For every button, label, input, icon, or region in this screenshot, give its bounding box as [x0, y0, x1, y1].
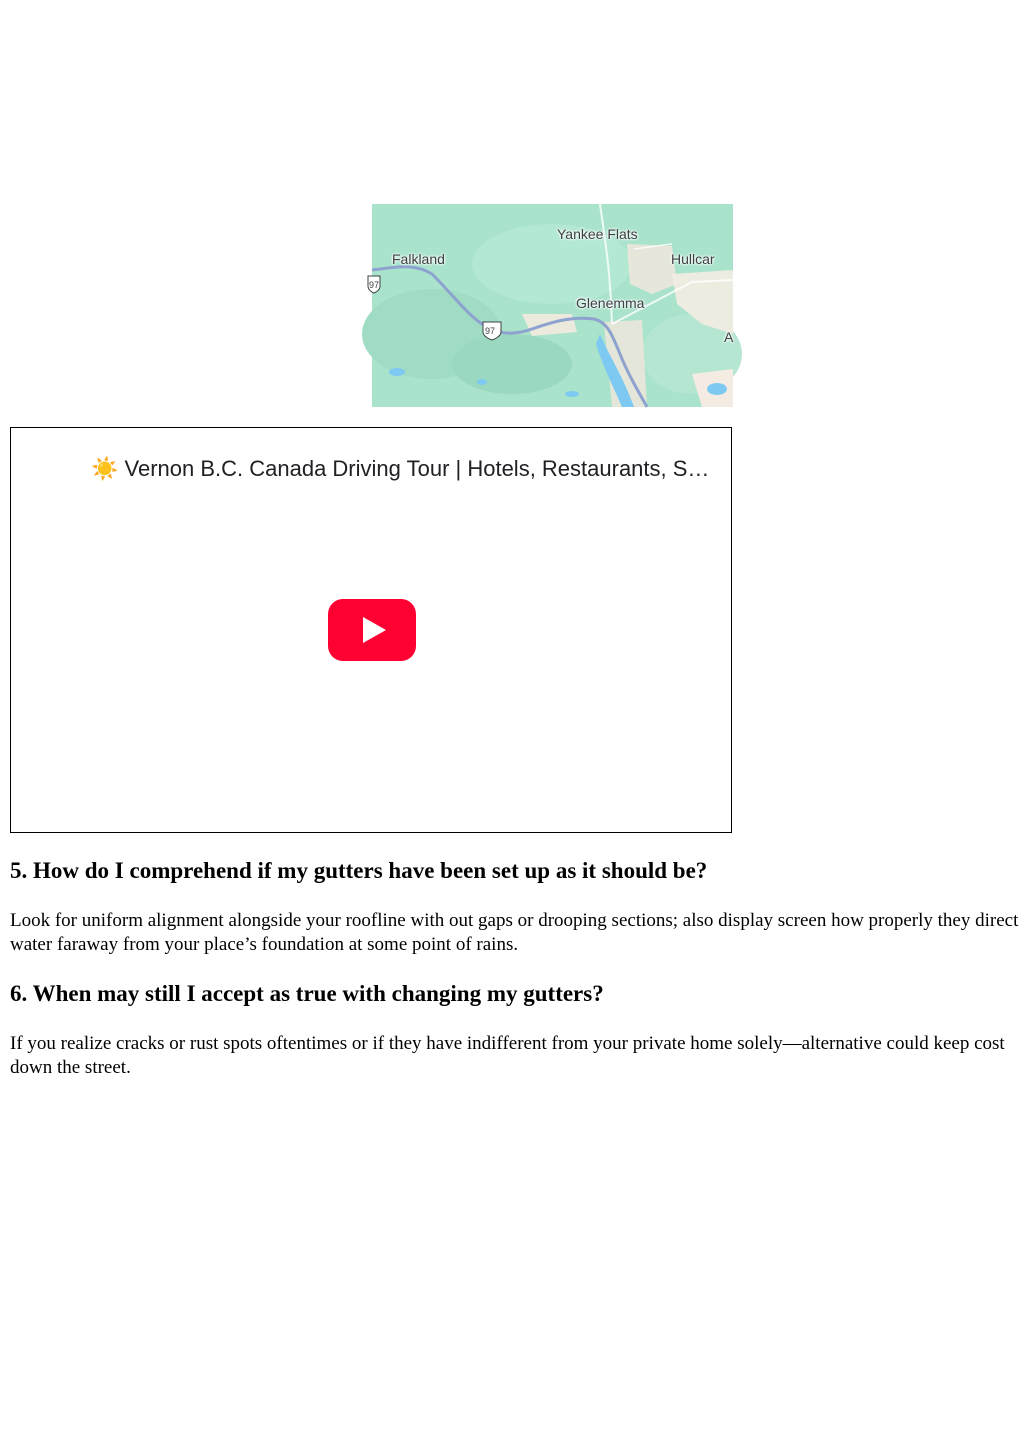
video-title[interactable]: ☀️ Vernon B.C. Canada Driving Tour | Hotels, Restaurants, S…: [91, 456, 710, 481]
svg-text:97: 97: [369, 280, 380, 290]
svg-text:97: 97: [485, 326, 496, 336]
faq-answer-5: Look for uniform alignment alongside your roofline with out gaps or drooping sections; also display screen how properly they direct water faraway from your place’s foundation at some point of rains.: [10, 910, 1019, 955]
map-label-hullcar: Hullcar: [671, 251, 715, 267]
faq-answer-6: If you realize cracks or rust spots oftentimes or if they have indifferent from your private home solely—alternative could keep cost down the street.: [10, 1033, 1005, 1078]
highway-shield-edge-icon: [368, 276, 380, 293]
map-label-falkland: Falkland: [392, 251, 445, 267]
map-background: [369, 204, 733, 407]
map-label-glenemma: Glenemma: [576, 295, 645, 311]
map-embed[interactable]: [369, 204, 734, 407]
faq-question-5: 5. How do I comprehend if my gutters have been set up as it should be?: [10, 858, 708, 883]
youtube-play-icon[interactable]: [328, 599, 416, 661]
video-embed[interactable]: [10, 427, 732, 833]
faq-question-6: 6. When may still I accept as true with changing my gutters?: [10, 981, 604, 1006]
map-label-yankee-flats: Yankee Flats: [557, 226, 638, 242]
map-label-edge: A: [724, 329, 734, 345]
